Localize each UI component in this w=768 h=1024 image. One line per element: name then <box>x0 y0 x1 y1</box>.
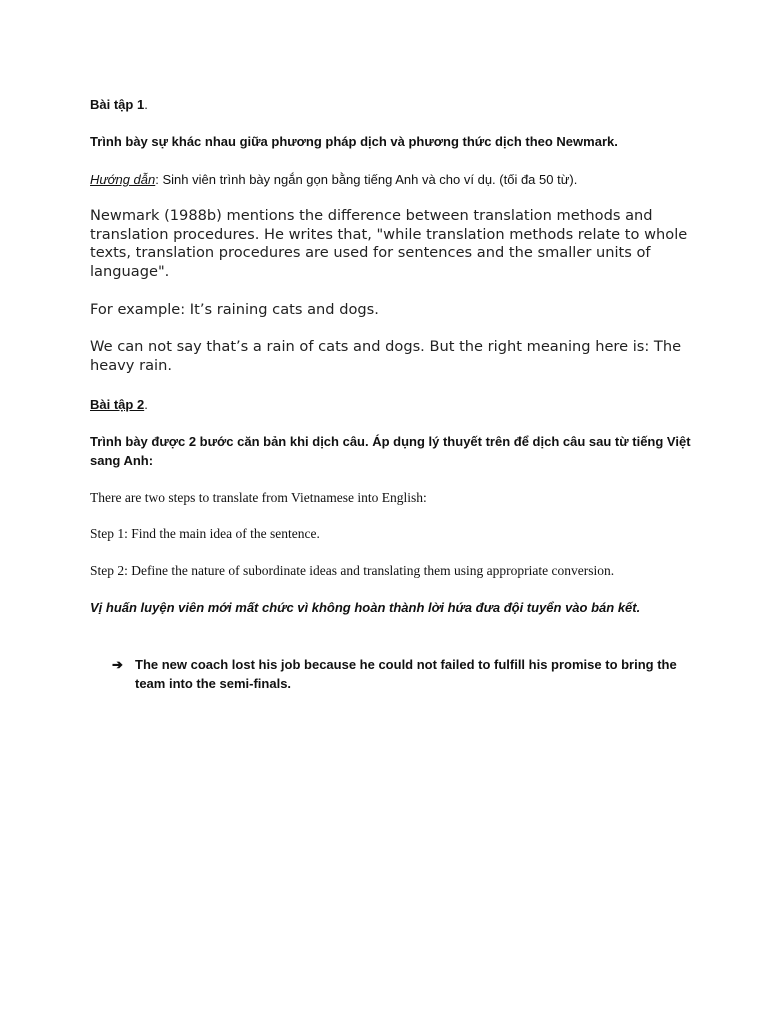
translation-answer <box>112 655 692 693</box>
exercise-2-heading-punct: . <box>144 397 148 412</box>
exercise-1-question: Trình bày sự khác nhau giữa phương pháp dịch và phương thức dịch theo Newmark. <box>90 134 618 149</box>
exercise-1-heading-label: Bài tập 1 <box>90 97 145 112</box>
answer-paragraph-3: We can not say that’s a rain of cats and dogs. But the right meaning here is: The heavy rain. <box>90 338 682 374</box>
exercise-1-heading <box>90 95 148 114</box>
exercise-1-heading-punct: . <box>144 97 148 112</box>
step-1: Step 1: Find the main idea of the sentence. <box>90 526 320 541</box>
exercise-2-heading-label: Bài tập 2 <box>90 397 145 412</box>
answer-paragraph-1: Newmark (1988b) mentions the difference between translation methods and translation procedures. He writes that, "while translation methods relate to whole texts, translation procedures are used for sentences and the smaller units of language". <box>90 207 688 280</box>
guide-text: : Sinh viên trình bày ngắn gọn bằng tiếng Anh và cho ví dụ. (tối đa 50 từ). <box>155 172 578 187</box>
answer-paragraph-2: For example: It’s raining cats and dogs. <box>90 301 379 318</box>
vietnamese-sentence: Vị huấn luyện viên mới mất chức vì không hoàn thành lời hứa đưa đội tuyển vào bán kết. <box>90 600 641 615</box>
exercise-2-heading <box>90 395 148 414</box>
exercise-1-guide <box>90 170 577 189</box>
guide-label: Hướng dẫn <box>90 172 156 187</box>
arrow-right-icon: ➔ <box>112 657 123 672</box>
step-2: Step 2: Define the nature of subordinate ideas and translating them using appropriate conversion. <box>90 563 615 578</box>
exercise-2-question: Trình bày được 2 bước căn bản khi dịch câu. Áp dụng lý thuyết trên để dịch câu sau từ tiếng Việt sang Anh: <box>90 434 691 468</box>
translation-text: The new coach lost his job because he could not failed to fulfill his promise to bring the team into the semi-finals. <box>135 657 677 691</box>
steps-intro: There are two steps to translate from Vietnamese into English: <box>90 490 427 505</box>
